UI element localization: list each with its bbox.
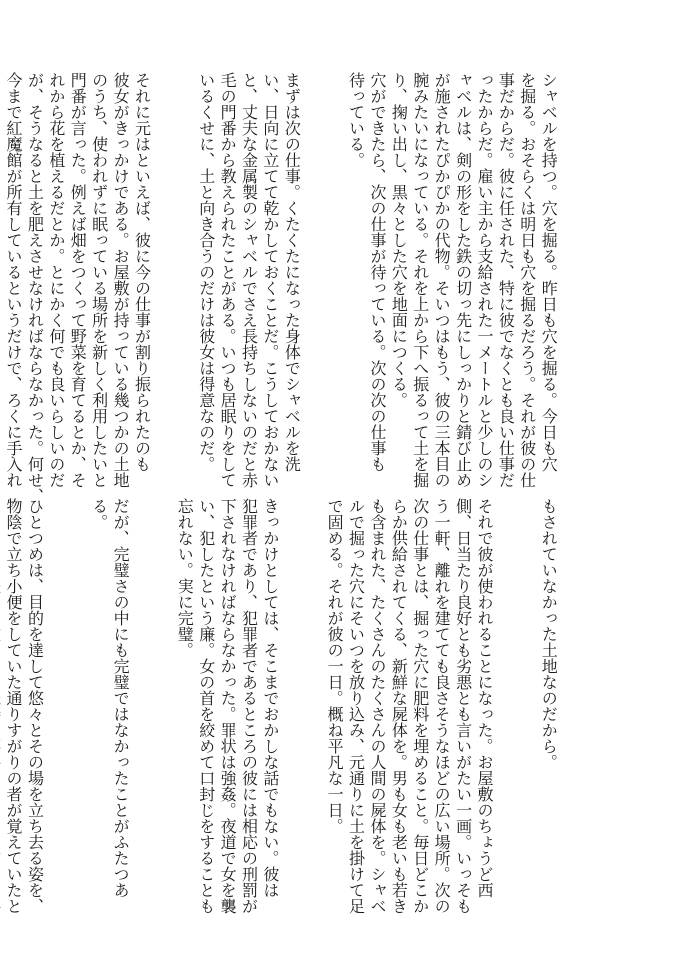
upper-text-block	[4, 72, 602, 504]
paragraph: まずは次の仕事。くたくたになった身体でシャベルを洗 い、日向に立てて乾かしておくことだ。こうしておかない と、丈夫な金属製のシャベルでさえ長持ちしないのだと赤 毛の門番から教えられたことがある。いつも居眠りをして いるくせに、土と向き合うのだけは彼女は得意なのだ。	[196, 72, 302, 488]
paragraph: それに元はといえば、彼に今の仕事が割り振られたのも 彼女がきっかけである。お屋敷が持っている幾つかの土地 のうち、使われずに眠っている場所を新しく利用したいと 門番が言った。例えば畑をつくって野菜を育てるとか、そ れから花を植えるだとか。とにかく何でも良いらしいのだ が、そうなると土を肥えさせなければならなかった。何せ、 今まで紅魔館が所有しているというだけで、ろくに手入れ	[4, 72, 152, 504]
paragraph: だが、完璧さの中にも完璧ではなかったことがふたつあ る。	[89, 498, 131, 898]
paragraph: それで彼が使われることになった。お屋敷のちょうど西 側、日当たり良好とも劣悪とも言いがたい一画。いっそも う一軒、離れを建てても良さそうなほどの広い場所。次の 次の仕事とは、掘った穴に肥料を埋めること。毎日どこか らか供給されてくる、新鮮な屍体を。男も女も老いも若き も含まれた、たくさんのたくさんの人間の屍体を。シャベ ルで掘った穴にそいつを放り込み、元通りに土を掛けて足 で固める。それが彼の一日。概ね平凡な一日。	[325, 498, 494, 914]
paragraph: もされていなかった土地なのだから。	[539, 498, 559, 770]
paragraph: ひとつめは、目的を達して悠々とその場を立ち去る姿を、 物陰で立ち小便をしていた通りすがりの者が覚えていたと	[4, 498, 45, 914]
lower-text-block	[4, 498, 602, 914]
paragraph: シャベルを持つ。穴を掘る。昨日も穴を掘る。今日も穴 を掘る。おそらくは明日も穴を掘るだろう。それが彼の仕 事だからだ。彼に任された、特に彼でなくとも良い仕事だ ったからだ。雇い主から支給された一メートルと少しのシ ャベルは、剣の形をした鉄の切っ先にしっかりと錆び止め が施されたぴかぴかの代物。そいつはもう、彼の三本目の 腕みたいになっている。それを上から下へ振るって土を掘 り、掬い出し、黒々とした穴を地面につくる。 穴ができたら、次の仕事が待っている。次の次の仕事も 待っている。	[346, 72, 559, 488]
paragraph: きっかけとしては、そこまでおかしな話でもない。彼は 犯罪者であり、犯罪者であるところの彼には相応の刑罰が 下されなければならなかった。罪状は強姦。夜道で女を襲 い、犯したという廉。女の首を絞めて口封じをすることも 忘れない。実に完璧。	[175, 498, 280, 914]
